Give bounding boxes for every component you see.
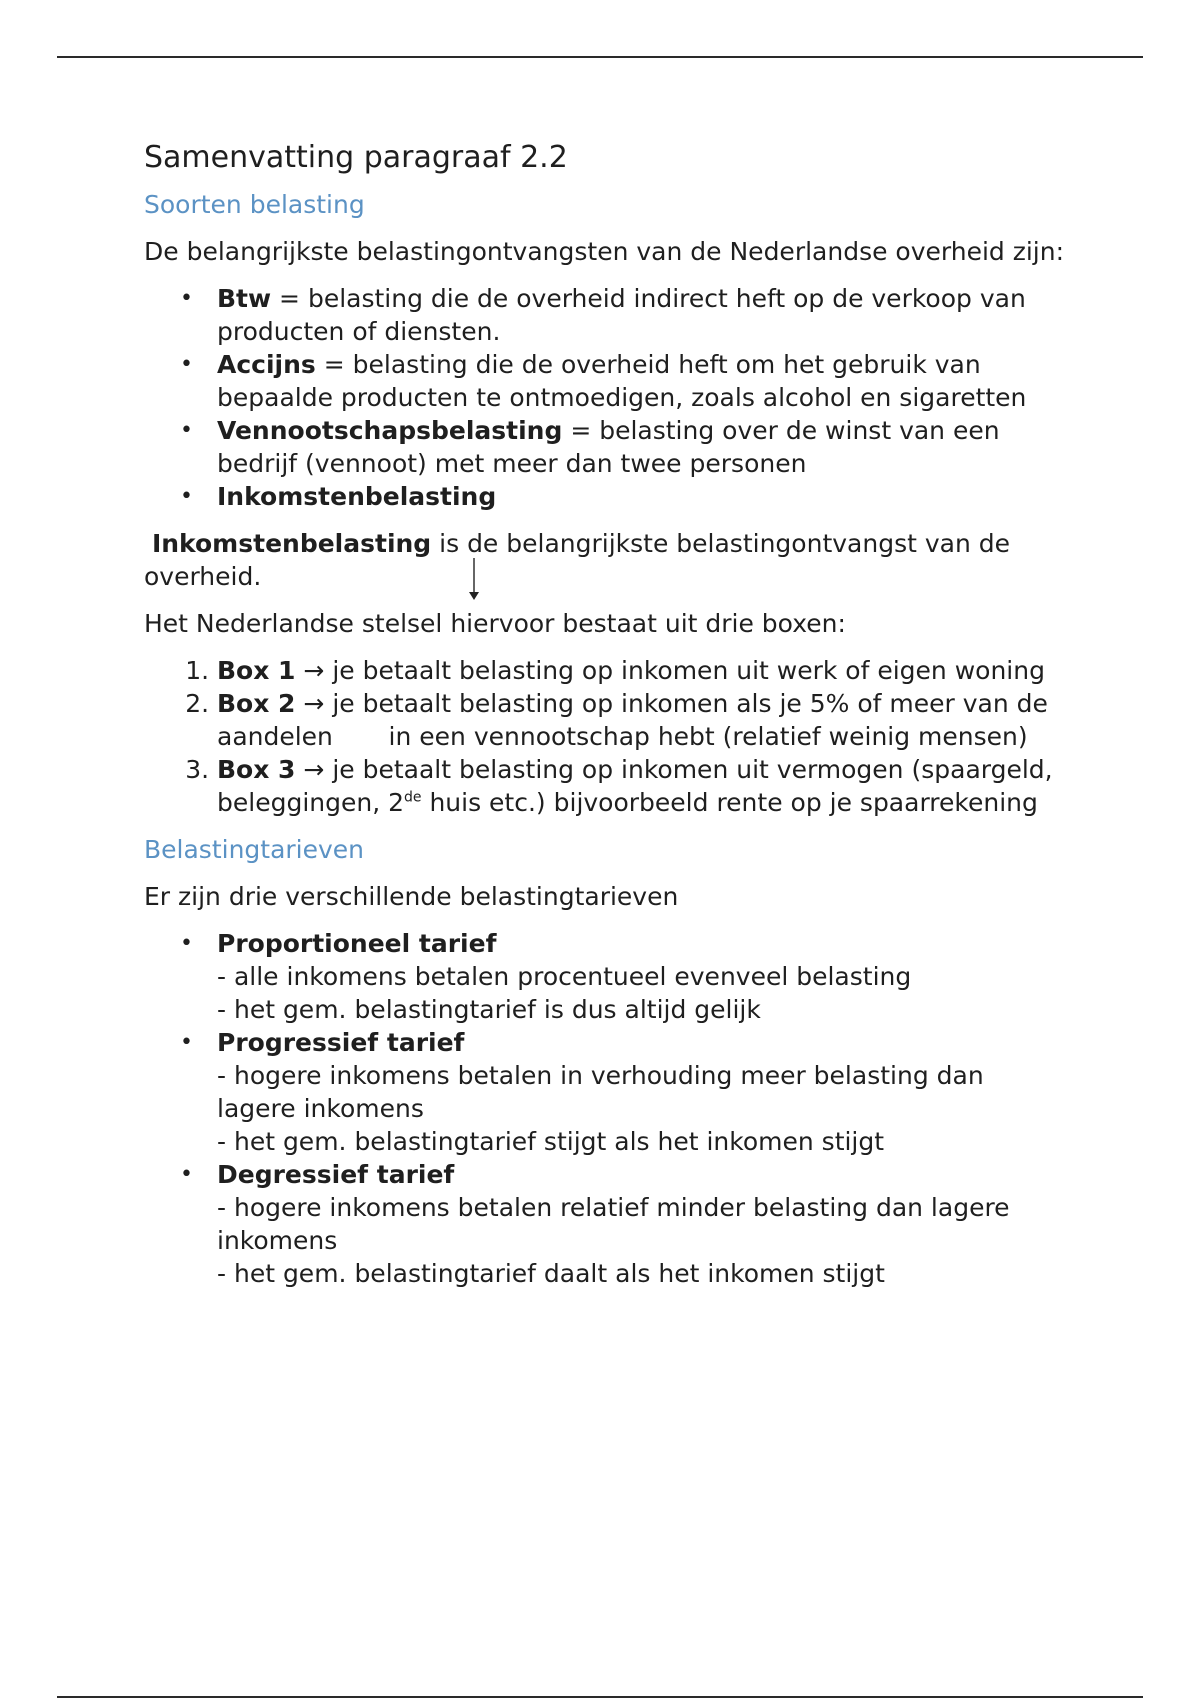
section-heading-soorten: Soorten belasting: [144, 190, 365, 219]
list-item: • Btw = belasting die de overheid indirect heft op de verkoop van producten of diensten.: [180, 284, 1026, 346]
page-title: Samenvatting paragraaf 2.2: [144, 140, 568, 175]
list-item: • Vennootschapsbelasting = belasting over de winst van een bedrijf (vennoot) met meer dan twee personen: [180, 416, 1000, 478]
section-heading-tarieven: Belastingtarieven: [144, 835, 365, 864]
tarieven-intro: Er zijn drie verschillende belastingtarieven: [144, 882, 679, 911]
list-item: • Accijns = belasting die de overheid heft om het gebruik van bepaalde producten te ontmoedigen, zoals alcohol en sigaretten: [180, 350, 1027, 412]
arrow-right-icon: →: [295, 656, 333, 685]
list-item: • Degressief tarief - hogere inkomens betalen relatief minder belasting dan lagere inkomens - het gem. belastingtarief daalt als het inkomen stijgt: [180, 1160, 1010, 1288]
bullet-icon: •: [180, 418, 193, 443]
text-cursor-icon: [467, 558, 481, 602]
list-item: • Inkomstenbelasting: [180, 482, 497, 511]
tax-types-list: [144, 282, 1064, 513]
boxes-list: [144, 654, 1064, 819]
document-body: [144, 138, 1064, 1304]
list-item: • Progressief tarief - hogere inkomens betalen in verhouding meer belasting dan lagere inkomens - het gem. belastingtarief stijgt als het inkomen stijgt: [180, 1028, 984, 1156]
header-rule: [57, 56, 1143, 58]
bullet-icon: •: [180, 1162, 193, 1187]
list-item: 2. Box 2 → je betaalt belasting op inkomen als je 5% of meer van de aandelen in een vennootschap hebt (relatief weinig mensen): [217, 687, 1064, 753]
arrow-right-icon: →: [295, 689, 333, 718]
list-item: • Proportioneel tarief - alle inkomens betalen procentueel evenveel belasting - het gem. belastingtarief is dus altijd gelijk: [180, 929, 912, 1024]
bullet-icon: •: [180, 352, 193, 377]
list-item: 1. Box 1 → je betaalt belasting op inkomen uit werk of eigen woning: [217, 654, 1064, 687]
bullet-icon: •: [180, 286, 193, 311]
bullet-icon: •: [180, 1030, 193, 1055]
list-item: 3. Box 3 → je betaalt belasting op inkomen uit vermogen (spaargeld, beleggingen, 2de huis etc.) bijvoorbeeld rente op je spaarrekening: [217, 753, 1064, 819]
bullet-icon: •: [180, 484, 193, 509]
bullet-icon: •: [180, 931, 193, 956]
inkomstenbelasting-paragraph: Inkomstenbelasting is de belangrijkste belastingontvangst van de overheid.: [144, 529, 1010, 591]
boxes-intro: Het Nederlandse stelsel hiervoor bestaat uit drie boxen:: [144, 609, 846, 638]
intro-paragraph: De belangrijkste belastingontvangsten van de Nederlandse overheid zijn:: [144, 237, 1065, 266]
footer-rule: [57, 1696, 1143, 1698]
arrow-right-icon: →: [295, 755, 333, 784]
tariffs-list: [144, 927, 1064, 1290]
